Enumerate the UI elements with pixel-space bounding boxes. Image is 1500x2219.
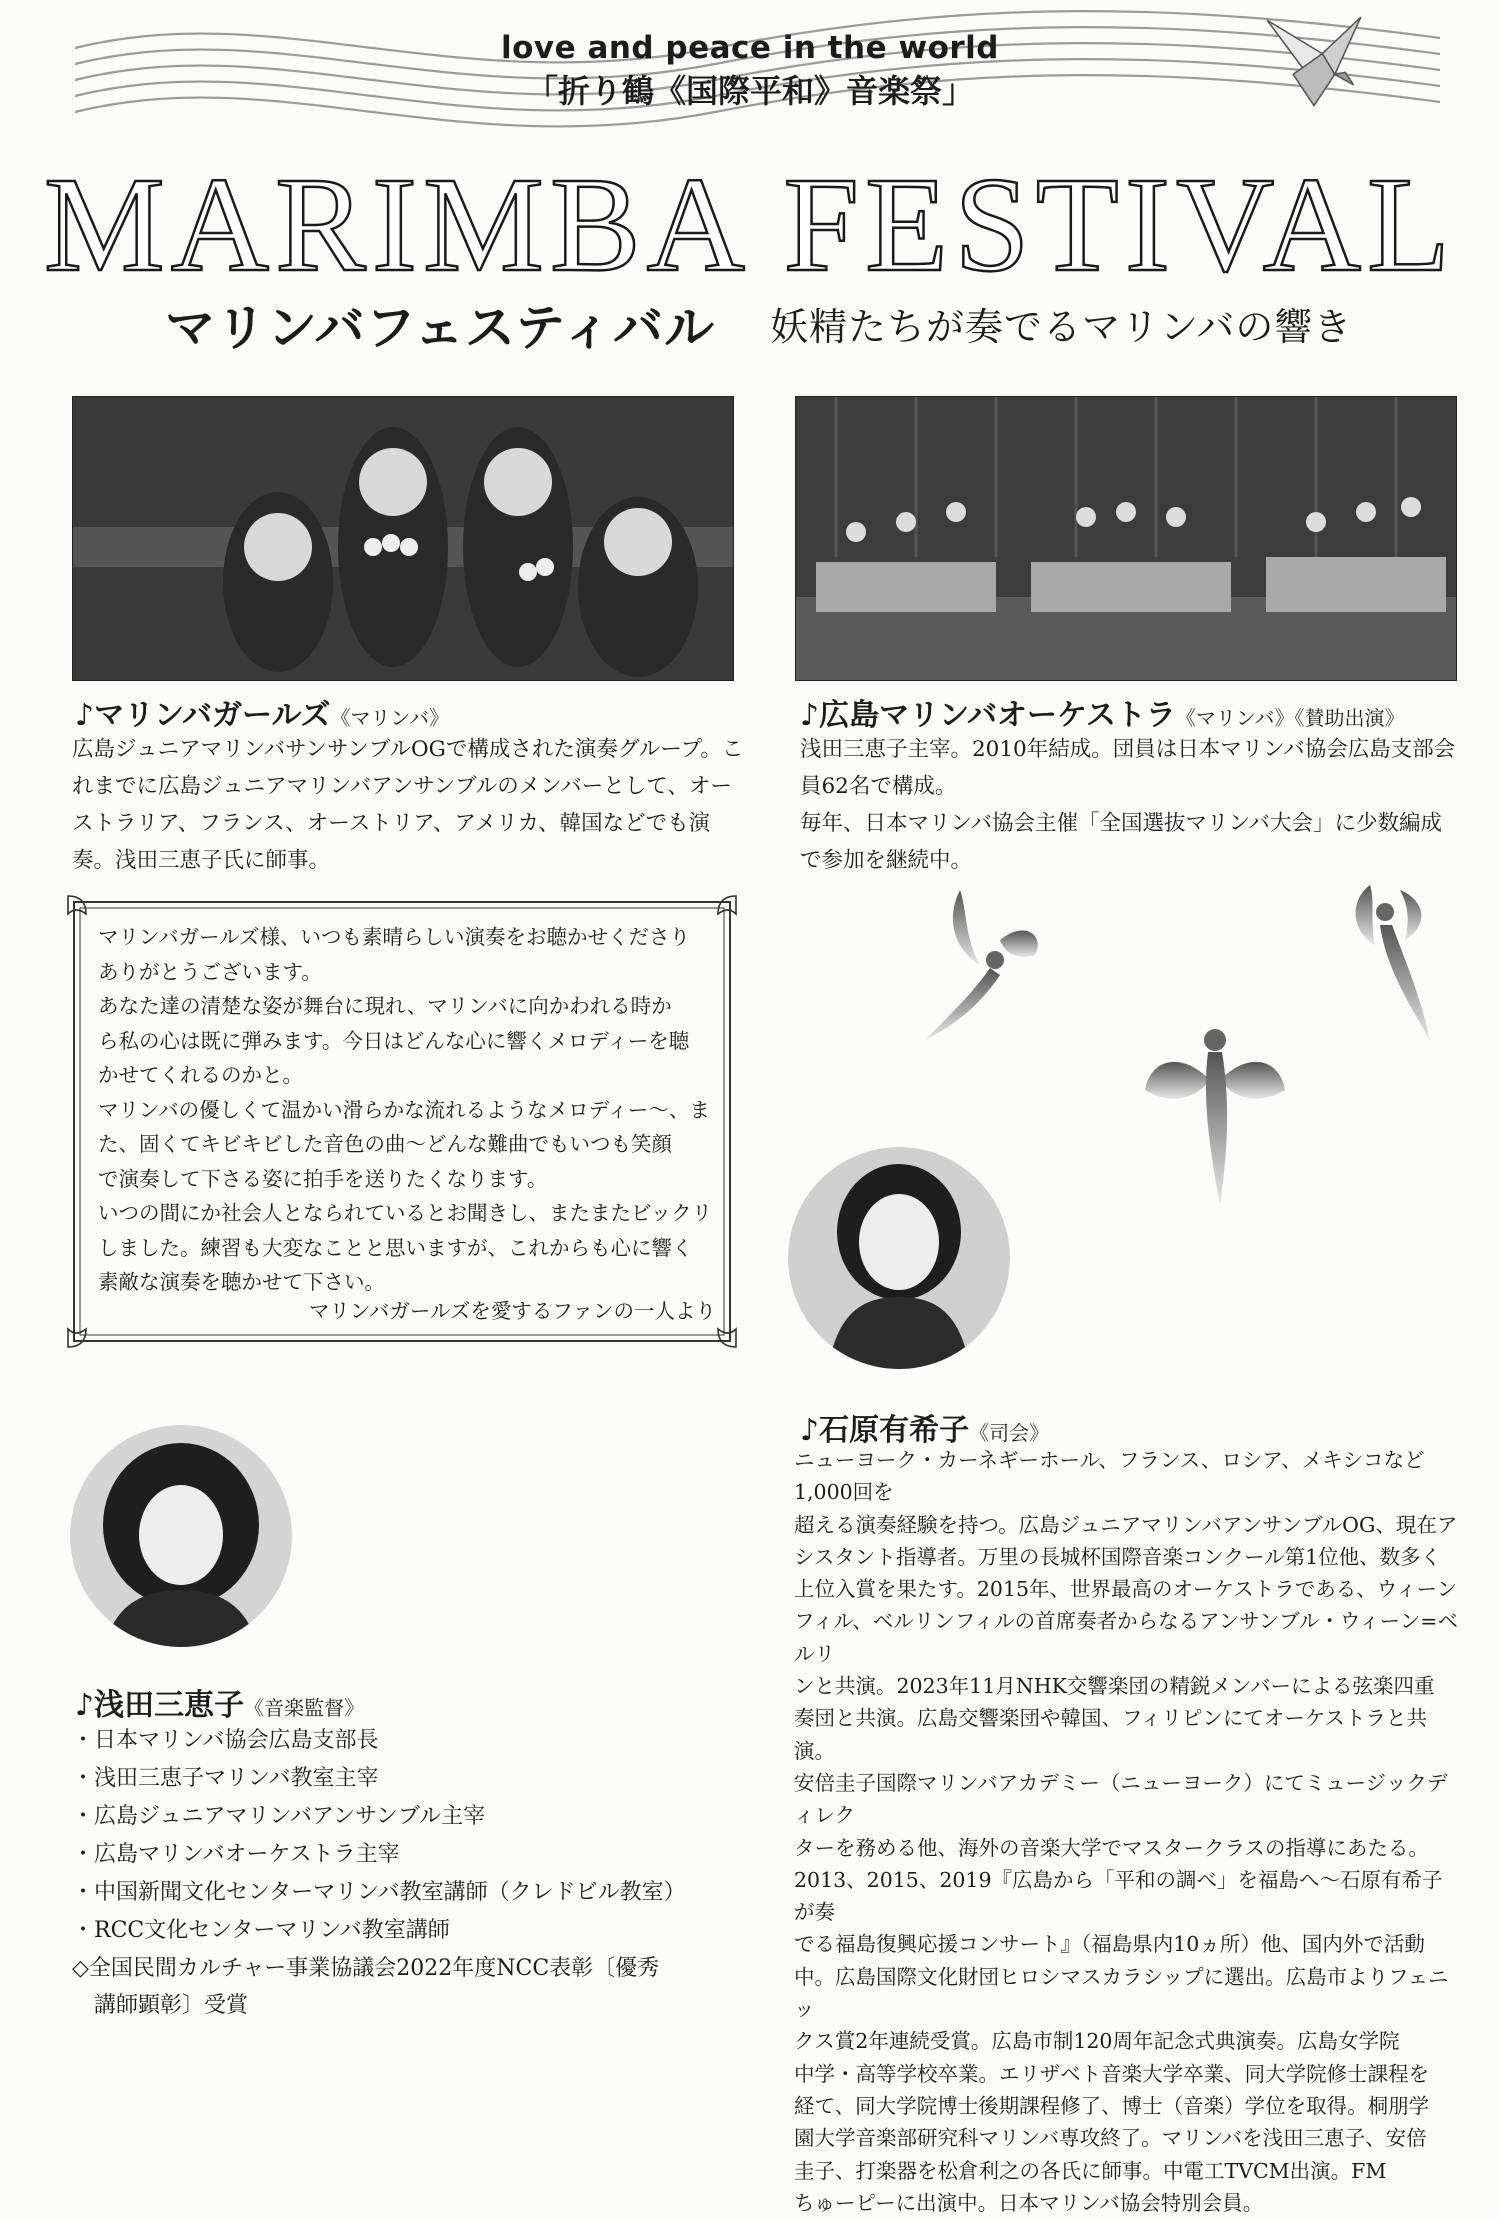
biography-line: 奏団と共演。広島交響楽団や韓国、フィリピンにてオーケストラと共演。 [794, 1706, 1428, 1763]
marimba-girls-description: 広島ジュニアマリンバサンサンブルOGで構成された演奏グループ。これまでに広島ジュニアマリンバアンサンブルのメンバーとして、オーストラリア、フランス、オーストリア、アメリカ、韓国などでも演奏。浅田三恵子氏に師事。 [72, 737, 744, 873]
list-item: ・RCC文化センターマリンバ教室講師 [72, 1918, 450, 1943]
hiroshima-marimba-orchestra-photo [795, 396, 1457, 681]
main-title: MARIMBA FESTIVAL [43, 150, 1457, 300]
biography-line: ターを務める他、海外の音楽大学でマスタークラスの指導にあたる。 [794, 1835, 1429, 1860]
fan-message-line: あなた達の清楚な姿が舞台に現れ、マリンバに向かわれる時か [98, 994, 672, 1018]
list-item: ・広島マリンバオーケストラ主宰 [72, 1842, 400, 1867]
asada-roles-list [72, 1722, 772, 1950]
biography-line: 超える演奏経験を持つ。広島ジュニアマリンバアンサンブルOG、現在ア [794, 1512, 1458, 1537]
ishihara-biography [794, 1444, 1462, 2219]
biography-line: 経て、同大学院博士後期課程修了、博士（音楽）学位を取得。桐朋学 [794, 2093, 1430, 2118]
fan-message-line: マリンバガールズ様、いつも素晴らしい演奏をお聴かせくださり [98, 925, 691, 949]
asada-portrait [70, 1425, 292, 1647]
orchestra-role: 《マリンバ》《賛助出演》 [1175, 706, 1405, 730]
fan-message-line: マリンバの優しくて温かい滑らかな流れるようなメロディー～、ま [98, 1097, 710, 1122]
fan-message-signature: マリンバガールズを愛するファンの一人より [308, 1299, 716, 1323]
ishihara-name: ♪石原有希子 [800, 1413, 970, 1448]
asada-award [72, 1950, 752, 2024]
fan-message-line: かせてくれるのかと。 [98, 1063, 303, 1087]
fairy-silhouette-icon [1330, 870, 1450, 1050]
award-line: ◇全国民間カルチャー事業協議会2022年度NCC表彰〔優秀 [72, 1956, 660, 1981]
fairy-silhouette-icon [1140, 1010, 1290, 1210]
fan-message-line: で演奏して下さる姿に拍手を送りたくなります。 [98, 1166, 548, 1191]
marimba-girls-role: 《マリンバ》 [330, 706, 450, 730]
tagline: love and peace in the world [501, 30, 999, 66]
fan-message-line: しました。練習も大変なことと思いますが、これからも心に響く [98, 1235, 693, 1260]
biography-line: 中学・高等学校卒業。エリザベト音楽大学卒業、同大学院修士課程を [794, 2061, 1430, 2086]
asada-name: ♪浅田三恵子 [75, 1688, 245, 1723]
catchphrase: 妖精たちが奏でるマリンバの響き [770, 305, 1353, 349]
asada-heading [75, 1680, 364, 1724]
fairy-silhouette-icon [905, 880, 1055, 1060]
orchestra-name: ♪広島マリンバオーケストラ [800, 698, 1176, 733]
biography-line: でる福島復興応援コンサート』（福島県内10ヵ所）他、国内外で活動 [794, 1932, 1425, 1957]
biography-line: ンと共演。2023年11月NHK交響楽団の精鋭メンバーによる弦楽四重 [794, 1674, 1435, 1699]
ishihara-portrait [788, 1147, 1010, 1369]
biography-line: シスタント指導者。万里の長城杯国際音楽コンクール第1位他、数多く [794, 1544, 1442, 1569]
biography-line: 中。広島国際文化財団ヒロシマスカラシップに選出。広島市よりフェニッ [794, 1964, 1449, 2022]
orchestra-description-1: 浅田三恵子主宰。2010年結成。団員は日本マリンバ協会広島支部会員62名で構成。 [800, 737, 1456, 799]
fan-message-line: た、固くてキビキビした音色の曲～どんな難曲でもいつも笑顔 [98, 1132, 672, 1156]
ishihara-role: 《司会》 [969, 1421, 1050, 1445]
orchestra-description [800, 731, 1460, 879]
biography-line: 安倍圭子国際マリンバアカデミー（ニューヨーク）にてミュージックディレク [794, 1770, 1448, 1828]
fan-message-line: いつの間にか社会人となられているとお聞きし、またまたビックリ [98, 1201, 713, 1225]
biography-line: クス賞2年連続受賞。広島市制120周年記念式典演奏。広島女学院 [794, 2029, 1400, 2054]
biography-line: 2013、2015、2019『広島から「平和の調べ」を福島へ～石原有希子が奏 [794, 1867, 1443, 1925]
ishihara-heading [800, 1405, 1049, 1449]
biography-line: 圭子、打楽器を松倉利之の各氏に師事。中電工TVCM出演。FM [794, 2158, 1387, 2183]
fan-message-line: 素敵な演奏を聴かせて下さい。 [98, 1270, 385, 1294]
biography-line: フィル、ベルリンフィルの首席奏者からなるアンサンブル・ウィーン=ベルリ [794, 1609, 1458, 1666]
award-line: 講師顕彰〕受賞 [94, 1993, 249, 2018]
biography-line: ニューヨーク・カーネギーホール、フランス、ロシア、メキシコなど1,000回を [794, 1448, 1425, 1505]
marimba-girls-name: ♪マリンバガールズ [75, 698, 331, 733]
fan-message [98, 920, 718, 1300]
fan-message-line: ら私の心は既に弾みます。今日はどんな心に響くメロディーを聴 [98, 1028, 690, 1053]
orchestra-heading [800, 690, 1404, 734]
biography-line: 上位入賞を果たす。2015年、世界最高のオーケストラである、ウィーン [794, 1577, 1458, 1602]
asada-role: 《音楽監督》 [244, 1696, 365, 1720]
list-item: ・中国新聞文化センターマリンバ教室講師（クレドビル教室） [72, 1880, 686, 1905]
list-item: ・広島ジュニアマリンバアンサンブル主宰 [72, 1804, 486, 1829]
fan-message-line: ありがとうございます。 [98, 959, 322, 984]
marimba-girls-heading [75, 690, 449, 734]
biography-line: ちゅーピーに出演中。日本マリンバ協会特別会員。 [794, 2190, 1264, 2215]
list-item: ・浅田三恵子マリンバ教室主宰 [72, 1766, 379, 1791]
festival-subtitle: 「折り鶴《国際平和》音楽祭」 [525, 72, 974, 110]
list-item: ・日本マリンバ協会広島支部長 [72, 1728, 379, 1753]
biography-line: 園大学音楽部研究科マリンバ専攻終了。マリンバを浅田三恵子、安倍 [794, 2126, 1427, 2151]
title-japanese: マリンバフェスティバル [165, 299, 715, 357]
orchestra-description-2: 毎年、日本マリンバ協会主催「全国選抜マリンバ大会」に少数編成で参加を継続中。 [800, 811, 1442, 873]
marimba-girls-photo [72, 396, 734, 681]
